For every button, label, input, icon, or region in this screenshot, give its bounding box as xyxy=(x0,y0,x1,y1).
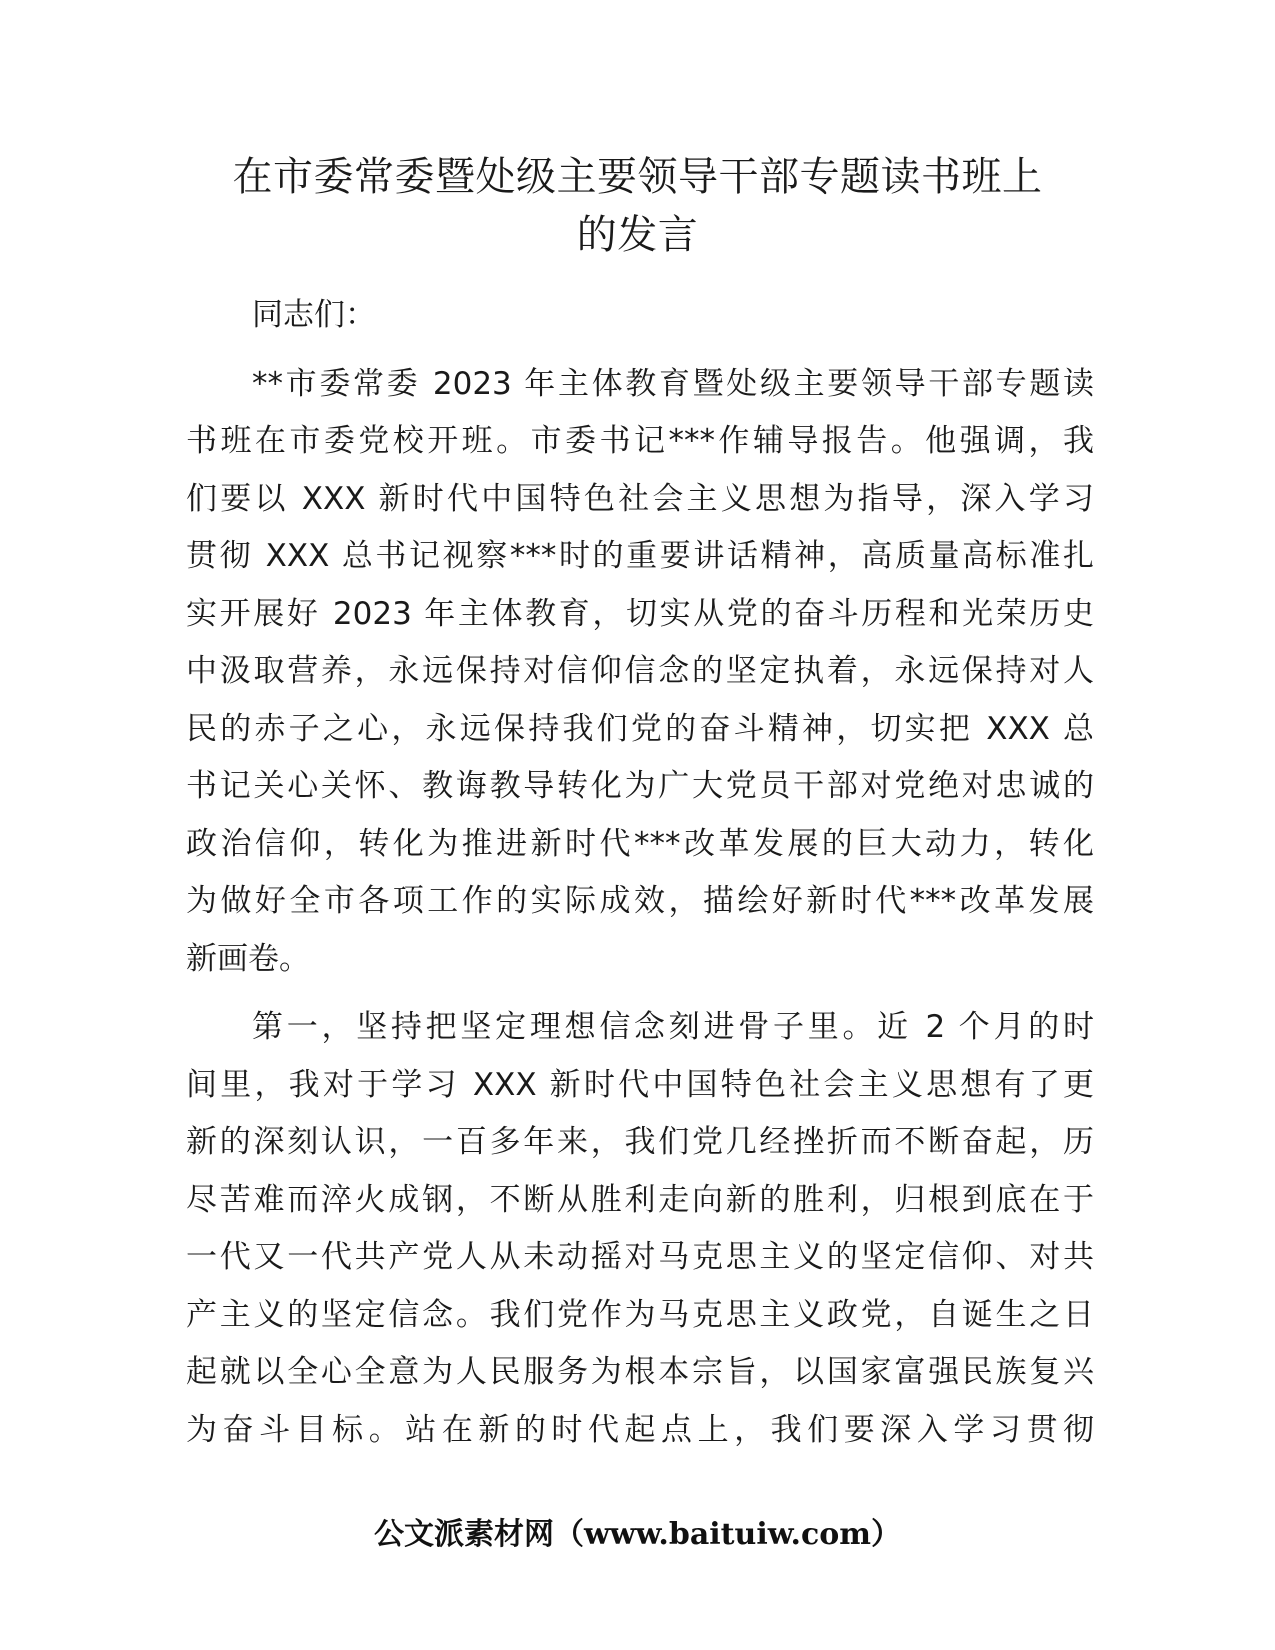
paragraph-line: 们要以 XXX 新时代中国特色社会主义思想为指导，深入学习 xyxy=(186,480,1094,517)
paragraph-line: 实开展好 2023 年主体教育，切实从党的奋斗历程和光荣历史 xyxy=(186,595,1094,632)
paragraph-line: 书记关心关怀、教诲教导转化为广大党员干部对党绝对忠诚的 xyxy=(186,768,1094,804)
greeting: 同志们： xyxy=(252,297,376,333)
paragraph-line: 起就以全心全意为人民服务为根本宗旨，以国家富强民族复兴 xyxy=(186,1354,1094,1390)
footer-watermark: 公文派素材网（www.baituiw.com） xyxy=(373,1517,902,1552)
paragraph-line: 新画卷。 xyxy=(186,940,310,977)
paragraph-line: 一代又一代共产党人从未动摇对马克思主义的坚定信仰、对共 xyxy=(186,1239,1094,1275)
paragraph-line: 书班在市委党校开班。市委书记***作辅导报告。他强调，我 xyxy=(186,423,1094,459)
paragraph-line: **市委常委 2023 年主体教育暨处级主要领导干部专题读 xyxy=(252,365,1094,402)
paragraph-line: 新的深刻认识，一百多年来，我们党几经挫折而不断奋起，历 xyxy=(186,1124,1094,1160)
title-line-1: 在市委常委暨处级主要领导干部专题读书班上 xyxy=(232,154,1043,200)
paragraph-line: 民的赤子之心，永远保持我们党的奋斗精神，切实把 XXX 总 xyxy=(186,710,1094,747)
paragraph-line: 为奋斗目标。站在新的时代起点上，我们要深入学习贯彻 xyxy=(186,1411,1094,1448)
paragraph-line: 第一，坚持把坚定理想信念刻进骨子里。近 2 个月的时 xyxy=(252,1009,1094,1045)
paragraph-line: 产主义的坚定信念。我们党作为马克思主义政党，自诞生之日 xyxy=(186,1296,1094,1333)
document-body xyxy=(186,287,1094,1459)
paragraph-line: 为做好全市各项工作的实际成效，描绘好新时代***改革发展 xyxy=(186,883,1094,919)
paragraph-line: 中汲取营养，永远保持对信仰信念的坚定执着，永远保持对人 xyxy=(186,653,1094,689)
paragraph-2 xyxy=(186,999,1094,1459)
title-line-2: 的发言 xyxy=(576,212,699,258)
paragraph-1 xyxy=(186,356,1094,989)
paragraph-line: 尽苦难而淬火成钢，不断从胜利走向新的胜利，归根到底在于 xyxy=(186,1181,1094,1218)
paragraph-line: 贯彻 XXX 总书记视察***时的重要讲话精神，高质量高标准扎 xyxy=(186,538,1094,574)
paragraph-line: 间里，我对于学习 XXX 新时代中国特色社会主义思想有了更 xyxy=(186,1066,1094,1103)
paragraph-line: 政治信仰，转化为推进新时代***改革发展的巨大动力，转化 xyxy=(186,825,1094,862)
document-title xyxy=(150,148,1125,264)
